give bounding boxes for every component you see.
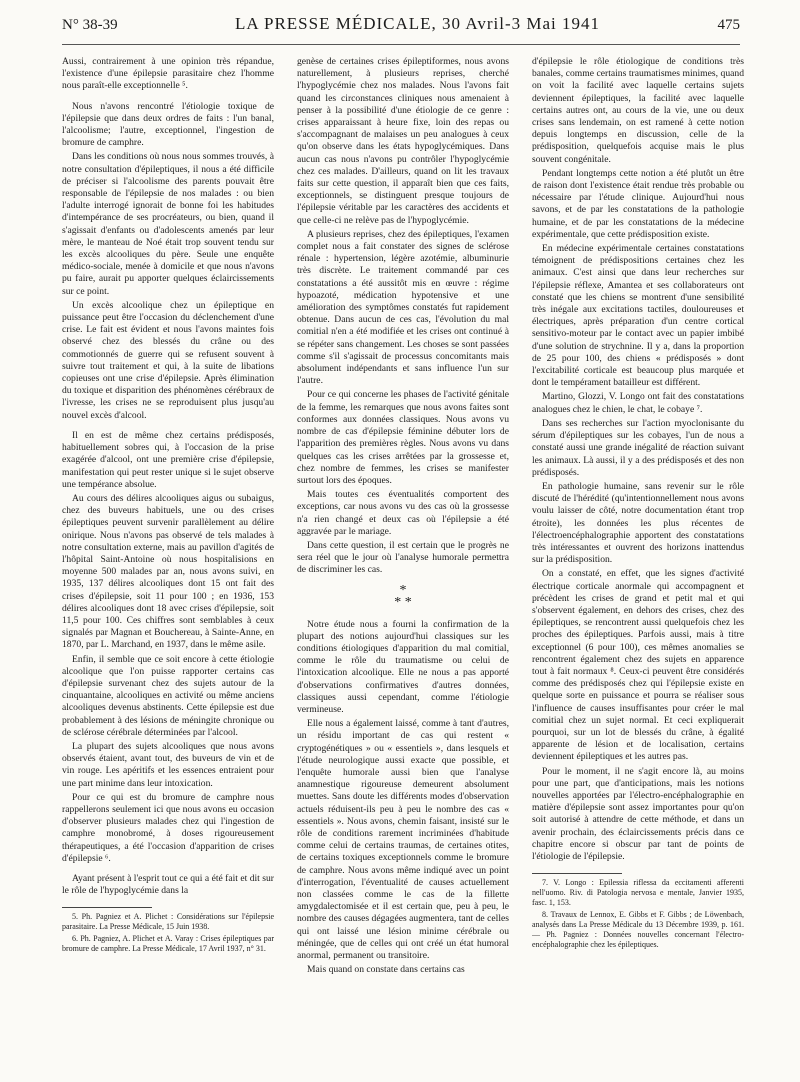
column-3 <box>532 56 744 1068</box>
paragraph: A plusieurs reprises, chez des épileptiques, l'examen complet nous a fait constater des signes de sclérose rénale : hypertension, légère azotémie, albuminurie très discrète. Le traitement commandé par ces constatations a été aussitôt mis en œuvre : régime hypoazoté, médication hypotensive et une amélioration des symptômes constatés fut rapidement obtenue. Dans aucun de ces cas, l'évolution du mal comitial n'en a été modifiée et les crises ont continué à se répéter sans changement. Les choses se sont passées comme s'il s'agissait de processus concomitants mais absolument indépendants et sans influence l'un sur l'autre. <box>297 228 509 387</box>
paragraph: Martino, Glozzi, V. Longo ont fait des constatations analogues chez le chien, le chat, le cobaye ⁷. <box>532 391 744 415</box>
paragraph: Aussi, contrairement à une opinion très répandue, l'existence d'une épilepsie parasitaire chez l'homme nous paraît-elle exceptionnelle ⁵. <box>62 56 274 92</box>
paragraph: Nous n'avons rencontré l'étiologie toxique de l'épilepsie que dans deux ordres de faits : l'un banal, l'alcoolisme; l'autre, exceptionnel, l'ingestion de bromure de camphre. <box>62 100 274 149</box>
paragraph: Dans cette question, il est certain que le progrès ne sera réel que le jour où l'analyse humorale permettra de discriminer les cas. <box>297 539 509 576</box>
paragraph: Pour ce qui est du bromure de camphre nous rappellerons seulement ici que nous avons eu occasion d'observer plusieurs malades chez qui l'ingestion de camphre monobromé, à doses rigoureusement thérapeutiques, a été l'occasion d'apparition de crises d'épilepsie ⁶. <box>62 791 274 864</box>
paragraph: Pour le moment, il ne s'agit encore là, au moins pour une part, que d'anticipations, mais les notions nouvelles apportées par l'électro-encéphalographie en matière d'épilepsie sont assez importantes pour qu'on soit autorisé à attendre de cette méthode, et dans un avenir prochain, des éclaircissements précis dans ce chapitre encore si obscur par tant de points de l'étiologie de l'épilepsie. <box>532 765 744 862</box>
section-separator: * * * <box>394 582 412 610</box>
paragraph: Elle nous a également laissé, comme à tant d'autres, un résidu important de cas qui restent « cryptogénétiques » ou « essentiels », dans lesquels et l'étude neurologique aussi exacte que possible, et l'enquête humorale aussi bien que l'analyse anamnestique rigoureuse demeurent absolument muettes. Sans doute les différents modes d'observation actuels réduisent-ils peu à peu le nombre des cas « essentiels ». Nous avons, chemin faisant, insisté sur le rôle de conditions rarement incriminées d'habitude comme celui de certains traumas, de certaines otites, de certains toxiques exceptionnels comme le bromure de camphre. Nous avons même indiqué avec un point d'interrogation, l'éventualité de causes actuellement non classées comme le cas de la fillette amygdalectomisée et il est certain que, peu à peu, le nombre des causes dégagées augmentera, tant de celles qui ont laissé une lésion minime cérébrale ou méningée, que de celles qui ont créé un état humoral anormal, permanent ou transitoire. <box>297 718 509 962</box>
page-header <box>62 14 740 45</box>
column-1 <box>62 56 274 1068</box>
paragraph: Enfin, il semble que ce soit encore à cette étiologie alcoolique que l'on puisse rapporter certains cas d'épilepsie survenant chez des sujets autour de la cinquantaine, alcooliques en activité ou même anciens alcooliques devenus abstinents. Cette épilepsie est due probablement à des lésions de méningite chronique ou de sclérose cérébrale déterminées par l'alcool. <box>62 653 274 738</box>
paragraph: En médecine expérimentale certaines constatations témoignent de prédispositions certaines chez les animaux. C'est ainsi que dans leur recherches sur l'épilepsie réflexe, Amantea et ses collaborateurs ont constaté que les chiens se montrent d'une sensibilité très inégale aux excitations tactiles, douloureuses et électriques, après préparation d'un centre cortical sensitivo-moteur par le contact avec un papier imbibé d'une solution de strychnine. Il y a, dans la proportion de 25 pour 100, des chiens « prédisposés » dont l'excitabilité corticale est beaucoup plus marquée et dont le tempérament batailleur est différent. <box>532 243 744 389</box>
paragraph: Dans ses recherches sur l'action myoclonisante du sérum d'épileptiques sur les cobayes, l'un de nous a constaté aussi une grande inégalité de réaction suivant les animaux. Là aussi, il y a des prédisposés et des non prédisposés. <box>532 417 744 478</box>
paragraph: d'épilepsie le rôle étiologique de conditions très banales, comme certains traumatismes minimes, quand on voit la facilité avec laquelle certains sujets deviennent épileptiques, la facilité avec laquelle certains autres ont, au cours de la vie, une ou deux crises sans lendemain, on est ramené à cette notion depuis longtemps en discussion, celle de la prédisposition, quelquefois acquise mais le plus souvent congénitale. <box>532 56 744 165</box>
paragraph: Un excès alcoolique chez un épileptique en puissance peut être l'occasion du déclenchement d'une crise. Le fait est évident et nous l'avons maintes fois observé chez des blessés du crâne ou des commotionnés de guerre qui se refusent souvent à suivre tout traitement et qui, à la suite de libations copieuses ont une crise d'épilepsie. Après élimination du toxique et disparition des phénomènes cérébraux de l'ivresse, les crises ne se reproduisent plus jusqu'au nouvel excès d'alcool. <box>62 299 274 421</box>
paragraph: Ayant présent à l'esprit tout ce qui a été fait et dit sur le rôle de l'hypoglycémie dans la <box>62 873 274 897</box>
article-body <box>62 56 744 1068</box>
paragraph: genèse de certaines crises épileptiformes, nous avons naturellement, à plusieurs reprises, cherché l'hypoglycémie chez nos malades. Nous l'avons fait quand les circonstances cliniques nous amenaient à penser à la possibilité d'une étiologie de ce genre : crises apparaissant à heure fixe, loin des repas ou s'accompagnant de malaises un peu analogues à ceux qu'on observe dans les états hypoglycémiques. Dans aucun cas nous n'avons pu contrôler l'hypoglycémie chez ces malades. D'ailleurs, quand on lit les travaux faits sur cette question, il apparaît bien que ces faits, exceptionnels, se distinguent presque toujours de l'épilepsie véritable par les caractères des accidents et que celle-ci ne relève pas de l'hypoglycémie. <box>297 56 509 226</box>
footnote: 8. Travaux de Lennox, E. Gibbs et F. Gibbs ; de Löwenbach, analysés dans La Presse Médicale du 13 Décembre 1939, p. 161. — Ph. Pagniez : Données nouvelles concernant l'électro-encéphalographie chez les épileptiques. <box>532 910 744 950</box>
paragraph: Au cours des délires alcooliques aigus ou subaigus, chez des buveurs habituels, une ou des crises épileptiques peuvent survenir parallèlement au délire onirique. Nous n'avons pas observé de tels malades à notre consultation externe, mais au pavillon d'agités de l'hôpital Saint-Antoine où nous hospitalisions en moyenne 500 malades par an, nous avons suivi, en 1935, 137 délires alcooliques dont 15 ont fait des crises d'épilepsie, soit 11 pour 100 ; en 1936, 153 délires alcooliques dont 18 avec crises d'épilepsie, soit 11,5 pour 100. Ces chiffres sont semblables à ceux signalés par Magnan et Bouchereau, à Sainte-Anne, en 1870, par L. Marchand, en 1937, dans le même asile. <box>62 492 274 651</box>
paragraph: Il en est de même chez certains prédisposés, habituellement sobres qui, à l'occasion de la prise exagérée d'alcool, ont une première crise d'épilepsie, manifestation qui peut rester unique si le sujet observe une tempérance absolue. <box>62 429 274 490</box>
issue-number: N° 38-39 <box>62 17 118 33</box>
footnote-rule <box>62 907 152 908</box>
footnote: 6. Ph. Pagniez, A. Plichet et A. Varay : Crises épileptiques par bromure de camphre. La Presse Médicale, 17 Avril 1937, n° 31. <box>62 934 274 954</box>
column-2 <box>297 56 509 1068</box>
paragraph: Notre étude nous a fourni la confirmation de la plupart des notions aujourd'hui classiques sur les conditions étiologiques d'apparition du mal comitial, comme le rôle du traumatisme ou celui de l'intoxication alcoolique. Elle ne nous a pas apporté d'observations confirmatives d'autres données, classiques aussi cependant, comme l'étiologie vermineuse. <box>297 618 509 715</box>
footnote: 5. Ph. Pagniez et A. Plichet : Considérations sur l'épilepsie parasitaire. La Presse Médicale, 15 Juin 1938. <box>62 912 274 932</box>
paragraph: Dans les conditions où nous nous sommes trouvés, à notre consultation d'épileptiques, il nous a été difficile de préciser si l'alcoolisme des parents pouvait être responsable de l'épilepsie de nos malades : ou bien l'adulte interrogé ignorait de bonne foi les habitudes d'intempérance de ses procréateurs, ou bien, quand il s'agissait d'enfants ou d'adolescents amenés par leur mère, le manteau de Noé était trop souvent tendu sur les excès alcooliques du père. Seule une enquête médico-sociale, menée à domicile et que nous n'avons pu faire, aurait pu apporter quelques éclaircissements sur ce point. <box>62 151 274 297</box>
footnote: 7. V. Longo : Epilessia riflessa da eccitamenti afferenti nell'uomo. Riv. di Patologia nervosa e mentale, Janvier 1935, fasc. 1, 153. <box>532 878 744 908</box>
paragraph: Mais quand on constate dans certains cas <box>307 964 465 976</box>
paragraph: Pour ce qui concerne les phases de l'activité génitale de la femme, les remarques que nous avons faites sont conformes aux données classiques. Nous avons vu nombre de cas d'épilepsie féminine débuter lors de l'apparition des premières règles. Nous avons vu dans quelques cas les crises arrêtées par la grossesse et, chez nombre de femmes, les crises se manifester surtout lors des époques. <box>297 389 509 486</box>
journal-title: LA PRESSE MÉDICALE, 30 Avril-3 Mai 1941 <box>235 14 601 33</box>
paragraph: On a constaté, en effet, que les signes d'activité électrique corticale anormale qui accompagnent et précèdent les crises de grand et petit mal et qui s'observent également, en dehors des crises, chez des épileptiques, se rencontrent aussi quelquefois chez les proches des épileptiques. Parfois aussi, mais à titre exceptionnel (6 pour 100), ces mêmes anomalies se rencontrent également chez des sujets en apparence tout à fait normaux ⁸. Ceux-ci peuvent être considérés comme des prédisposés chez qui l'épilepsie existe en quelque sorte en puissance et pourra se réaliser sous l'influence de causes insuffisantes pour créer le mal comitial chez un sujet normal. Et ceci expliquerait pourquoi, sur un lot de blessés du crâne, à égalité apparente de lésion et de localisation, certains deviennent épileptiques et les autres pas. <box>532 568 744 763</box>
paragraph: Pendant longtemps cette notion a été plutôt un être de raison dont l'existence était rendue très probable ou nécessaire par l'étude clinique. Aujourd'hui nous savons, et de par les constatations de la pathologie humaine, et de par les constatations de la médecine expérimentale, que cette prédisposition existe. <box>532 167 744 240</box>
footnote-rule <box>532 873 622 874</box>
paragraph: Mais toutes ces éventualités comportent des exceptions, car nous avons vu des cas où la grossesse n'a rien changé et deux cas où l'épilepsie a été aggravée par le mariage. <box>297 489 509 537</box>
page-number: 475 <box>717 17 740 33</box>
paragraph: La plupart des sujets alcooliques que nous avons observés étaient, avant tout, des buveurs de vin et de vin rouge. Les apéritifs et les essences entraient pour une part minime dans leur intoxication. <box>62 740 274 789</box>
paragraph: En pathologie humaine, sans revenir sur le rôle discuté de l'hérédité (qu'intentionnellement nous avons voulu laisser de côté, notre documentation étant trop étroite), les données les plus récentes de l'électroencéphalographie apportent des constatations très intéressantes et ouvrent des horizons inattendus sur la prédisposition. <box>532 480 744 566</box>
